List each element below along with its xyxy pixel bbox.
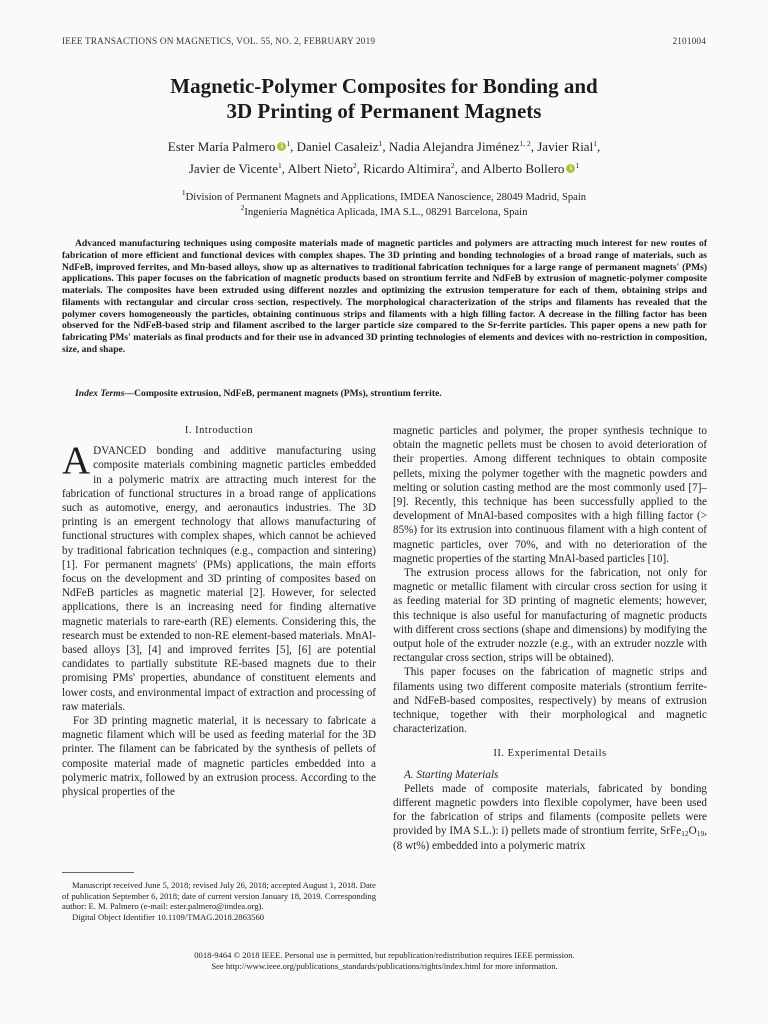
footnote (62, 880, 376, 922)
right-column (393, 424, 707, 853)
affiliation-text: Division of Permanent Magnets and Applications, IMDEA Nanoscience, 28049 Madrid, Spain (185, 192, 587, 203)
author-affiliation-mark: 1 (278, 161, 282, 170)
footnote-rule (62, 872, 134, 873)
left-column (62, 424, 376, 799)
intro-paragraph-1 (62, 439, 376, 714)
index-terms (62, 388, 707, 400)
section-heading: I. Introduction (184, 425, 254, 436)
affiliation-text: Ingeniería Magnética Aplicada, IMA S.L., 08291 Barcelona, Spain (244, 207, 528, 218)
author-line-1: Ester María Palmero i $^1$, Daniel Casaleiz$^1$, Nadia Alejandra Jiménez$^{1, 2}$, Javier Rial$^1$, (167, 139, 601, 154)
copyright-notice (62, 950, 707, 971)
author-list (60, 136, 708, 180)
orcid-icon[interactable]: i (566, 164, 575, 173)
page-number: 2101004 (672, 36, 706, 46)
journal-name: IEEE TRANSACTIONS ON MAGNETICS, VOL. 55, NO. 2, FEBRUARY 2019 (62, 36, 376, 46)
author-name: Ester María Palmero (167, 139, 276, 154)
author-affiliation-mark: 1 (593, 139, 597, 148)
abstract (62, 238, 707, 356)
author-affiliation-mark: 2 (352, 161, 357, 170)
formula-element: O (688, 825, 697, 838)
paper-title (0, 74, 768, 123)
subsection-heading: A. Starting Materials (404, 768, 499, 781)
author-affiliation-mark: 1, 2 (519, 139, 531, 148)
drop-cap: A (62, 439, 91, 483)
intro-paragraph-5: This paper focuses on the fabrication of magnetic strips and filaments using two different composite materials (strontium ferrite- and NdFeB-based composites, respectively) by means of extrusion technique, together with their morphological and magnetic characterization. (393, 666, 707, 736)
author-name: Daniel Casaleiz (296, 139, 379, 154)
footnote-doi: Digital Object Identifier 10.1109/TMAG.2018.2863560 (72, 911, 265, 922)
affiliations (60, 190, 708, 220)
author-affiliation-mark: 1 (378, 139, 383, 148)
index-terms-text: Composite extrusion, NdFeB, permanent magnets (PMs), strontium ferrite. (134, 388, 442, 399)
materials-text: Pellets made of composite materials, fabricated by bonding different magnetic powders into flexible copolymer, have been used for the fabrication of strips and filaments (composite pellets were provided by IMA S.L.): i) pellets made of strontium ferrite, SrFe (393, 782, 707, 838)
index-terms-label: Index Terms— (75, 388, 135, 399)
author-name: Alberto Bollero (482, 161, 565, 176)
author-line-2: Javier de Vicente$^1$, Albert Nieto$^2$, Ricardo Altimira$^2$, and Alberto Bollero i $^1$ (188, 161, 580, 176)
formula-subscript: 12 (681, 829, 689, 839)
intro-paragraph-4: The extrusion process allows for the fabrication, not only for magnetic or metallic filament with circular cross section for using it as feeding material for 3D printing of magnetic elements; however, this technique is also useful for manufacturing of magnetic products with different cross sections (shape and dimensions) by modifying the output hole of the extruder nozzle (e.g., with an extruder nozzle with rectangular cross section, strips will be obtained). (393, 567, 707, 665)
formula-subscript: 19 (696, 829, 705, 839)
intro-paragraph-1-text: DVANCED bonding and additive manufacturing using composite materials combining magnetic particles embedded in a polymeric matrix are attracting much interest for the fabrication of functional structures in a broad range of applications such as automotive, energy, and aeronautics industries. The 3D printing is an emergent technology that allows manufacturing of functional structures with complex shapes, which cannot be achieved by traditional fabrication techniques (e.g., compaction and sintering) [1]. For permanent magnets' (PMs) applications, the main efforts focus on the development and 3D printing of composites based on NdFeB particles as magnetic material [2]. However, for selected applications, there is an increasing need for finding alternative magnetic materials to rare-earth (RE) elements. Considering this, the research must be extended to non-RE element-based materials. MnAl-based alloys [3], [4] and improved ferrites [5], [6] are potential candidates to partially substitute RE-based magnets due to their promising PMs' properties, abundance of constituent elements and lower costs, and environmental impact of extraction and processing of raw materials. (62, 445, 376, 713)
section-heading: II. Experimental Details (493, 748, 607, 760)
author-name: Nadia Alejandra Jiménez (388, 139, 520, 154)
orcid-icon[interactable]: i (277, 142, 286, 151)
author-name: Javier Rial (537, 139, 594, 154)
running-header (62, 36, 706, 50)
title-line-2: 3D Printing of Permanent Magnets (226, 98, 542, 123)
footnote-manuscript: Manuscript received June 5, 2018; revised July 26, 2018; accepted August 1, 2018. Date of publication September 6, 2018; date of current version January 18, 2019. Corresponding author: E. M. Palmero (e-mail: ester.palmero@imdea.org). (62, 880, 376, 912)
title-line-1: Magnetic-Polymer Composites for Bonding and (170, 74, 598, 98)
author-affiliation-mark: 1 (575, 161, 580, 170)
copyright-line-2: See http://www.ieee.org/publications_standards/publications/rights/index.html for more information. (211, 960, 558, 971)
author-name: Javier de Vicente (188, 161, 279, 176)
copyright-line-1: 0018-9464 © 2018 IEEE. Personal use is permitted, but republication/redistribution requires IEEE permission. (194, 950, 575, 960)
abstract-text: Advanced manufacturing techniques using composite materials made of magnetic particles and polymers are attracting much interest for new routes of fabrication of more efficient and functional devices with complex shapes. The 3D printing and bonding technologies of a broad range of materials, such as NdFeB, improved ferrites, and Mn-based alloys, show up as alternatives to traditional fabrication techniques for a large range of permanent magnets' (PMs) applications. This paper focuses on the fabrication of magnetic products based on strontium ferrite and NdFeB by extrusion of magnetic-polymer composite materials. The composites have been extruded using different nozzles and optimizing the extrusion temperature for each of them, obtaining strips and filaments with rectangular and circular cross section, respectively. The morphological characterization of the strips and filaments has revealed that the polymer covers homogeneously the particles, obtaining continuous strips and filaments with a high filling factor. A decrease in the filling factor has been observed for the NdFeB-based strip and filament ascribed to the larger particle size compared to the Sr-ferrite particles. This paper opens a new path for fabricating PMs' materials as final products and for their use in advanced 3D printing technologies of elements and devices with no-restriction in composition, size, and shape. (62, 238, 707, 355)
author-name: Ricardo Altimira (363, 161, 451, 176)
affiliation-number: 1 (181, 188, 186, 197)
affiliation-item (60, 205, 708, 220)
author-affiliation-mark: 2 (450, 161, 455, 170)
intro-paragraph-2: For 3D printing magnetic material, it is necessary to fabricate a magnetic filament which will be used as feeding material for the 3D printer. The filament can be fabricated by the synthesis of pellets of composite material made of magnetic particles embedded into a polymeric matrix, followed by an extrusion process. According to the physical properties of the (62, 715, 376, 799)
author-affiliation-mark: 1 (286, 139, 291, 148)
author-name: Albert Nieto (287, 161, 353, 176)
materials-text: , (8 wt%) embedded into a polymeric matrix (393, 825, 707, 852)
intro-paragraph-3: magnetic particles and polymer, the proper synthesis technique to obtain the magnetic pellets must be chosen to avoid deterioration of their properties. Among different techniques to obtain composite pellets, mixing the polymer together with the magnetic powders and melting or solution casting method are the most commonly used [7]–[9]. Recently, this technique has been successfully applied to the development of MnAl-based composites with a high filling factor (> 85%) for its extrusion into continuous filament with a high content of magnetic particles, over 70%, and with no deterioration of the magnetic properties of the starting MnAl-based particles [10]. (393, 425, 707, 565)
affiliation-number: 2 (240, 203, 245, 212)
materials-paragraph (393, 782, 707, 853)
affiliation-item (60, 190, 708, 205)
